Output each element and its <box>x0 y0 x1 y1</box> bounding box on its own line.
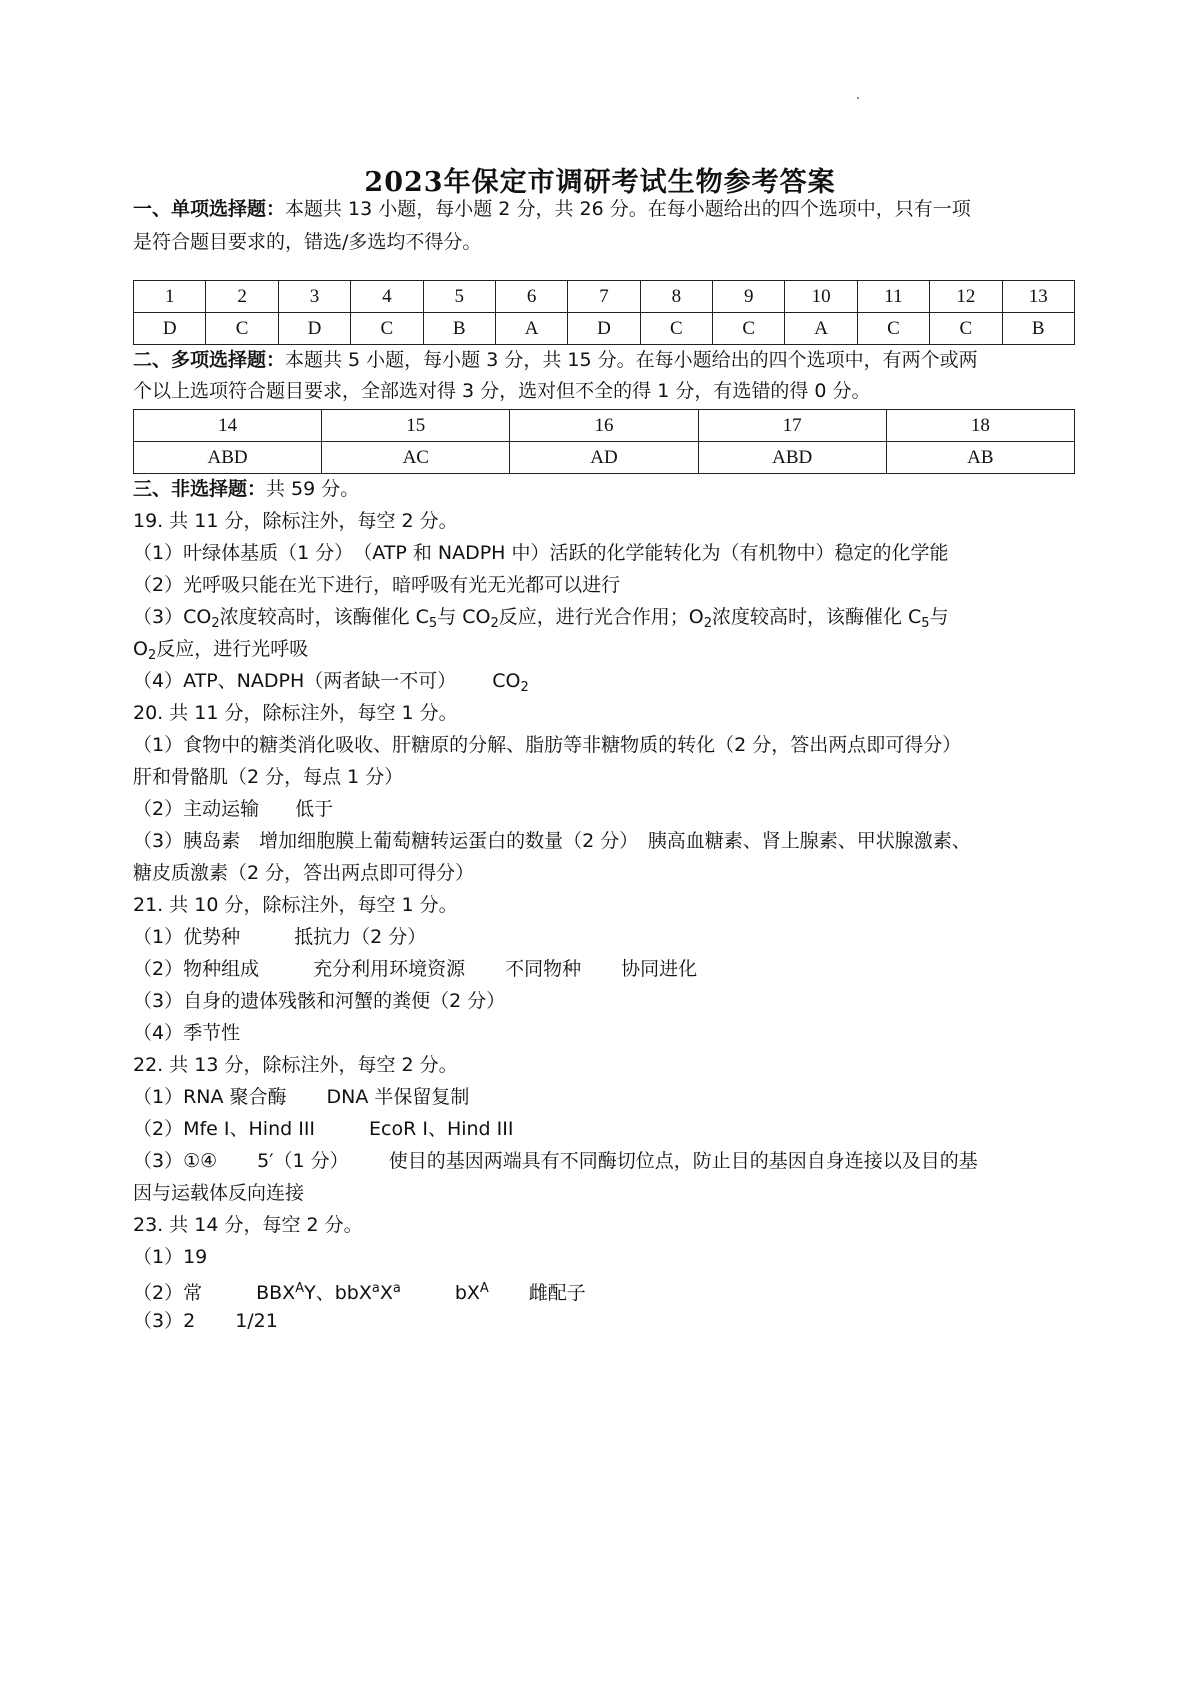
q-answer: D <box>134 313 206 345</box>
q-number: 13 <box>1002 281 1075 313</box>
page-title: 2023年保定市调研考试生物参考答案 <box>364 167 836 198</box>
text-run: （2）Mfe I、Hind III <box>133 1118 316 1140</box>
text-run: DNA 半保留复制 <box>326 1086 470 1108</box>
section1-heading: 一、单项选择题： <box>133 198 286 220</box>
text-run: （3）2 <box>133 1310 196 1332</box>
text-run: 反应，进行光呼吸 <box>156 638 309 660</box>
q-number: 14 <box>134 410 322 442</box>
q-answer: D <box>568 313 640 345</box>
superscript: A <box>479 1281 489 1296</box>
q22-answer-1 <box>133 1084 469 1110</box>
q23-answer-2 <box>133 1276 586 1306</box>
text-run: Y、bbX <box>304 1282 372 1304</box>
q23-header: 23. 共 14 分，每空 2 分。 <box>133 1214 363 1236</box>
q-answer: AC <box>322 442 510 474</box>
q-number: 11 <box>857 281 929 313</box>
q-answer: C <box>640 313 712 345</box>
text-run: （1）优势种 <box>133 926 241 948</box>
q-number: 12 <box>930 281 1002 313</box>
section1-desc: 本题共 13 小题，每小题 2 分，共 26 分。在每小题给出的四个选项中，只有一项 <box>285 198 971 220</box>
q-number: 15 <box>322 410 510 442</box>
text-run: X <box>379 1282 393 1304</box>
section3-heading: 三、非选择题： <box>133 478 267 500</box>
text-run: bX <box>454 1282 480 1304</box>
q-answer: B <box>1002 313 1075 345</box>
text-run: （2）物种组成 <box>133 958 260 980</box>
q19-answer-2: （2）光呼吸只能在光下进行，暗呼吸有光无光都可以进行 <box>133 574 621 596</box>
text-run: 低于 <box>295 798 334 820</box>
text-run: EcoR I、Hind III <box>369 1118 514 1140</box>
text-run: （3）CO <box>133 606 212 628</box>
q-number: 17 <box>698 410 886 442</box>
superscript: a <box>371 1281 380 1296</box>
q22-answer-3-cont: 因与运载体反向连接 <box>133 1182 305 1204</box>
q-answer: C <box>351 313 423 345</box>
q-answer: A <box>785 313 857 345</box>
q-number: 9 <box>713 281 785 313</box>
q21-answer-1 <box>133 924 426 950</box>
q21-answer-3: （3）自身的遗体残骸和河蟹的粪便（2 分） <box>133 990 506 1012</box>
subscript: 2 <box>703 616 712 631</box>
scan-speck <box>857 97 859 99</box>
q19-header: 19. 共 11 分，除标注外，每空 2 分。 <box>133 510 458 532</box>
text-run: BBX <box>256 1282 296 1304</box>
q21-header: 21. 共 10 分，除标注外，每空 1 分。 <box>133 894 458 916</box>
multi-choice-answer-table <box>133 409 1075 474</box>
q23-answer-3 <box>133 1308 278 1334</box>
q19-answer-3 <box>133 604 949 637</box>
section2-intro-line1 <box>133 347 978 373</box>
superscript: A <box>295 1281 305 1296</box>
q-answer: ABD <box>134 442 322 474</box>
text-run: 1/21 <box>235 1310 278 1332</box>
q-answer: D <box>278 313 350 345</box>
text-run: 与 CO <box>437 606 491 628</box>
text-run: CO <box>492 670 521 692</box>
q19-answer-3-cont <box>133 636 308 669</box>
subscript: 2 <box>211 616 220 631</box>
q-number: 4 <box>351 281 423 313</box>
text-run: 5′（1 分） <box>257 1150 349 1172</box>
q-number: 16 <box>510 410 698 442</box>
q-answer: A <box>495 313 567 345</box>
text-run: 充分利用环境资源 <box>313 958 466 980</box>
text-run: 不同物种 <box>505 958 582 980</box>
q-number: 3 <box>278 281 350 313</box>
superscript: a <box>392 1281 401 1296</box>
q20-header: 20. 共 11 分，除标注外，每空 1 分。 <box>133 702 458 724</box>
text-run: O <box>133 638 148 660</box>
text-run: 雌配子 <box>528 1282 586 1304</box>
section3-heading-line <box>133 476 359 502</box>
q-number: 8 <box>640 281 712 313</box>
q-number: 6 <box>495 281 567 313</box>
section1-intro-line1 <box>133 196 971 222</box>
q20-answer-3-cont: 糖皮质激素（2 分，答出两点即可得分） <box>133 862 475 884</box>
q23-answer-1: （1）19 <box>133 1246 208 1268</box>
text-run: （2）常 <box>133 1282 203 1304</box>
text-run: （3）①④ <box>133 1150 218 1172</box>
q21-answer-2 <box>133 956 697 982</box>
table-row-answers <box>134 313 1075 345</box>
q-answer: ABD <box>698 442 886 474</box>
text-run: 抵抗力（2 分） <box>294 926 427 948</box>
q20-answer-1: （1）食物中的糖类消化吸收、肝糖原的分解、脂肪等非糖物质的转化（2 分，答出两点即可得分） <box>133 734 962 756</box>
text-run: 浓度较高时，该酶催化 C <box>219 606 429 628</box>
q19-answer-1: （1）叶绿体基质（1 分） （ATP 和 NADPH 中）活跃的化学能转化为（有机物中）稳定的化学能 <box>133 542 949 564</box>
subscript: 2 <box>490 616 499 631</box>
text-run: （1）RNA 聚合酶 <box>133 1086 287 1108</box>
section3-desc: 共 59 分。 <box>266 478 360 500</box>
subscript: 2 <box>147 648 157 663</box>
q-answer: B <box>423 313 495 345</box>
q20-answer-3: （3）胰岛素 增加细胞膜上葡萄糖转运蛋白的数量（2 分） 胰高血糖素、肾上腺素、甲状腺激素、 <box>133 830 971 852</box>
text-run: 浓度较高时，该酶催化 C <box>711 606 922 628</box>
q20-answer-2 <box>133 796 333 822</box>
section2-heading: 二、多项选择题： <box>133 349 286 371</box>
table-row-numbers <box>134 281 1075 313</box>
q-number: 1 <box>134 281 206 313</box>
text-run: 协同进化 <box>621 958 698 980</box>
text-run: 反应，进行光合作用；O <box>498 606 704 628</box>
q-answer: C <box>206 313 278 345</box>
text-run: （4）ATP、NADPH（两者缺一不可） <box>133 670 457 692</box>
q20-answer-1-cont: 肝和骨骼肌（2 分，每点 1 分） <box>133 766 404 788</box>
section2-desc: 本题共 5 小题，每小题 3 分，共 15 分。在每小题给出的四个选项中，有两个或两 <box>285 349 978 371</box>
subscript: 2 <box>520 680 529 695</box>
text-run: 使目的基因两端具有不同酶切位点，防止目的基因自身连接以及目的基 <box>388 1150 978 1172</box>
q-answer: AB <box>886 442 1074 474</box>
q-number: 5 <box>423 281 495 313</box>
q-number: 2 <box>206 281 278 313</box>
section1-intro-line2: 是符合题目要求的，错选/多选均不得分。 <box>133 231 482 253</box>
q22-header: 22. 共 13 分，除标注外，每空 2 分。 <box>133 1054 458 1076</box>
q-number: 7 <box>568 281 640 313</box>
text-run: 与 <box>929 606 949 628</box>
q-answer: C <box>930 313 1002 345</box>
q21-answer-4: （4）季节性 <box>133 1022 241 1044</box>
single-choice-answer-table <box>133 280 1075 345</box>
section2-intro-line2: 个以上选项符合题目要求，全部选对得 3 分，选对但不全的得 1 分，有选错的得 0 分。 <box>133 380 871 402</box>
q-answer: C <box>857 313 929 345</box>
q-number: 18 <box>886 410 1074 442</box>
q-number: 10 <box>785 281 857 313</box>
q-answer: C <box>713 313 785 345</box>
q-answer: AD <box>510 442 698 474</box>
subscript: 5 <box>428 616 438 631</box>
table-row-numbers <box>134 410 1075 442</box>
subscript: 5 <box>921 616 930 631</box>
q22-answer-2 <box>133 1116 513 1142</box>
table-row-answers <box>134 442 1075 474</box>
q19-answer-4 <box>133 668 529 701</box>
text-run: （2）主动运输 <box>133 798 260 820</box>
q22-answer-3 <box>133 1148 978 1174</box>
